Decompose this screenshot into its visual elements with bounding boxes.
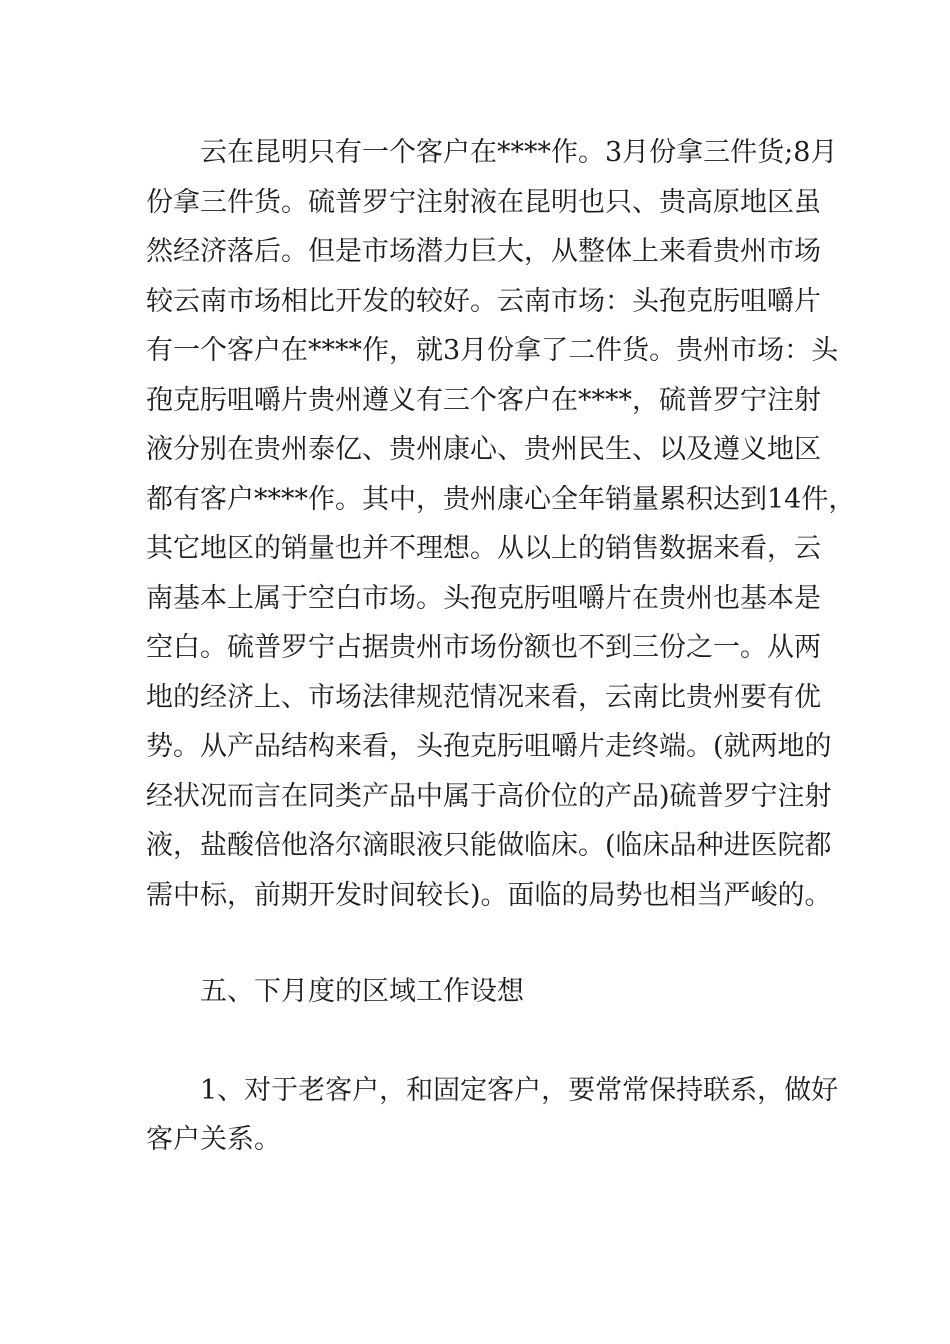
text-line: 需中标，前期开发时间较长)。面临的局势也相当严峻的。 <box>146 879 832 911</box>
text-line: 经状况而言在同类产品中属于高价位的产品)硫普罗宁注射 <box>146 780 832 812</box>
text-line: 其它地区的销量也并不理想。从以上的销售数据来看，云 <box>146 533 821 564</box>
text-line: 都有客户****作。其中，贵州康心全年销量累积达到14件， <box>146 483 856 515</box>
text-line: 空白。硫普罗宁占据贵州市场份额也不到三份之一。从两 <box>146 632 821 663</box>
text-line: 客户关系。 <box>146 1124 281 1155</box>
text-line: 孢克肟咀嚼片贵州遵义有三个客户在****，硫普罗宁注射 <box>146 384 821 416</box>
paragraph-market-analysis <box>146 128 856 920</box>
text-line: 较云南市场相比开发的较好。云南市场：头孢克肟咀嚼片 <box>146 285 821 317</box>
text-line: 有一个客户在****作，就3月份拿了二件货。贵州市场：头 <box>146 335 839 366</box>
text-line: 势。从产品结构来看，头孢克肟咀嚼片走终端。(就两地的 <box>146 731 832 762</box>
text-line: 液，盐酸倍他洛尔滴眼液只能做临床。(临床品种进医院都 <box>146 830 832 861</box>
text-line: 液分别在贵州泰亿、贵州康心、贵州民生、以及遵义地区 <box>146 434 821 465</box>
text-line: 地的经济上、市场法律规范情况来看，云南比贵州要有优 <box>146 681 821 713</box>
section-heading: 五、下月度的区域工作设想 <box>200 976 524 1007</box>
text-line: 南基本上属于空白市场。头孢克肟咀嚼片在贵州也基本是 <box>146 582 821 614</box>
text-line: 然经济落后。但是市场潜力巨大，从整体上来看贵州市场 <box>146 236 821 267</box>
document-body <box>146 128 856 1165</box>
paragraph-work-plan-item-1 <box>146 1066 839 1165</box>
text-line: 1、对于老客户，和固定客户，要常常保持联系，做好 <box>200 1074 839 1106</box>
text-line: 云在昆明只有一个客户在****作。3月份拿三件货;8月 <box>200 137 838 168</box>
text-line: 份拿三件货。硫普罗宁注射液在昆明也只、贵高原地区虽 <box>146 186 821 218</box>
